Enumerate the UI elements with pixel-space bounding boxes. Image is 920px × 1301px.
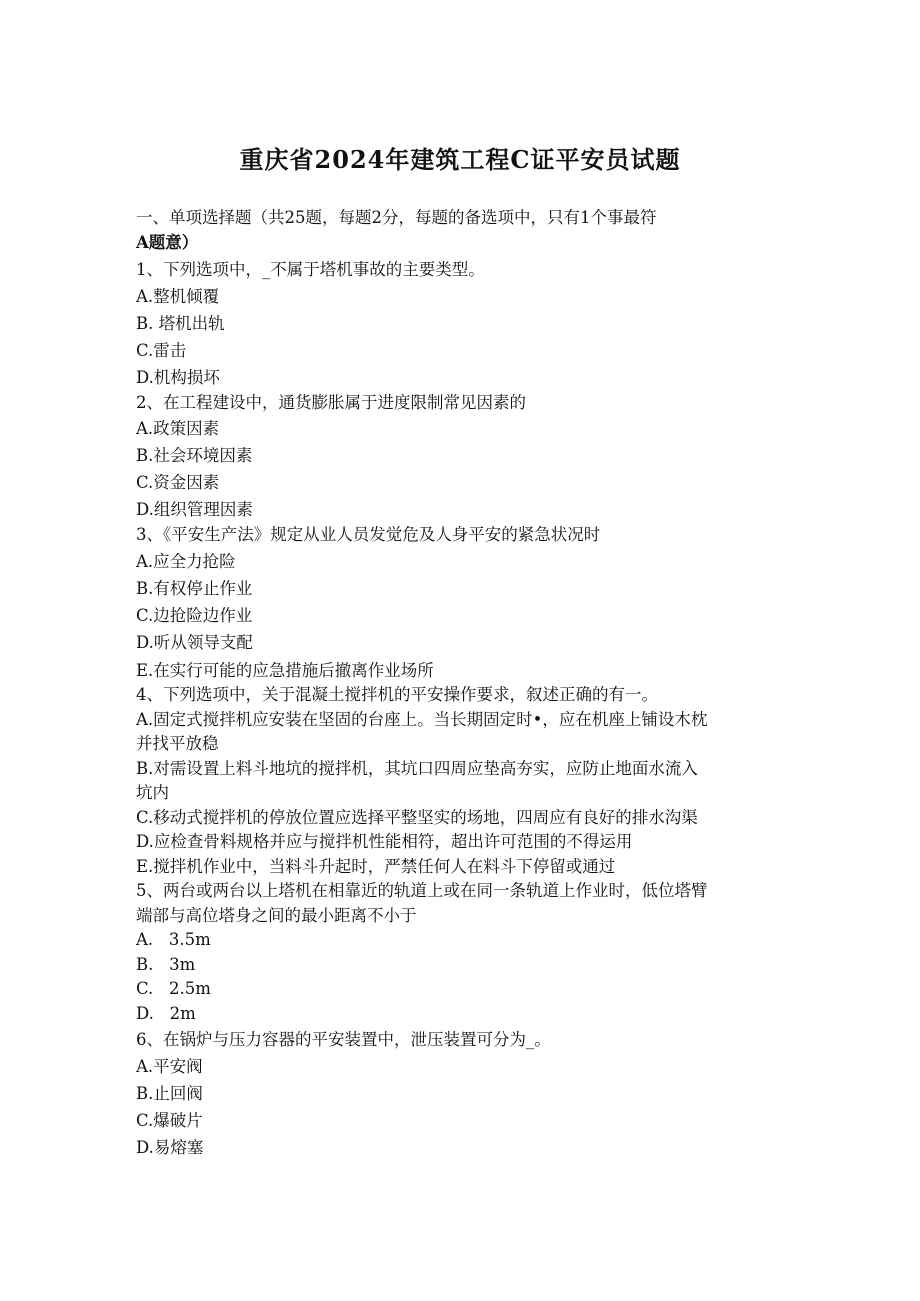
document-title: 重庆省2024年建筑工程C证平安员试题 [239,145,681,174]
question-6-option-a: A.平安阀 [136,1057,203,1076]
question-6-option-d: D.易熔塞 [136,1138,204,1157]
section-heading-line-2: A题意） [136,232,199,252]
question-1-option-a: A.整机倾覆 [136,286,220,306]
question-3-option-c: C.边抢险边作业 [136,605,253,625]
question-3-option-a: A.应全力抢险 [136,551,236,571]
question-5-option-a: A. 3.5m [136,930,211,949]
question-6-stem: 6、在锅炉与压力容器的平安装置中，泄压装置可分为_。 [136,1030,551,1049]
question-4-option-b-line-2: 坑内 [136,783,169,802]
question-1-option-d: D.机构损坏 [136,367,220,387]
question-2-option-a: A.政策因素 [136,419,220,438]
question-4-option-d: D.应检查骨料规格并应与搅拌机性能相符，超出许可范围的不得运用 [136,832,633,851]
question-5-option-b: B. 3m [136,954,196,974]
question-5-stem-line-2: 端部与高位塔身之间的最小距离不小于 [136,905,417,925]
question-5-option-d: D. 2m [136,1003,196,1023]
question-1-stem: 1、下列选项中，_不属于塔机事故的主要类型。 [136,260,485,279]
question-2-option-d: D.组织管理因素 [136,500,253,519]
question-2-stem: 2、在工程建设中，通货膨胀属于进度限制常见因素的 [136,392,526,412]
question-4-option-c: C.移动式搅拌机的停放位置应选择平整坚实的场地，四周应有良好的排水沟渠 [136,807,698,827]
question-4-option-a-line-2: 并找平放稳 [136,734,219,753]
question-4-option-b-line-1: B.对需设置上料斗地坑的搅拌机，其坑口四周应垫高夯实，应防止地面水流入 [136,758,698,778]
question-2-option-c: C.资金因素 [136,473,220,492]
question-6-option-b: B.止回阀 [136,1084,203,1103]
question-4-stem: 4、下列选项中，关于混凝土搅拌机的平安操作要求，叙述正确的有一。 [136,685,658,704]
question-3-option-d: D.听从领导支配 [136,632,253,652]
question-3-option-b: B.有权停止作业 [136,578,253,598]
section-heading-line-1: 一、单项选择题（共25题，每题2分，每题的备选项中，只有1个事最符 [136,208,657,227]
question-6-option-c: C.爆破片 [136,1111,203,1130]
question-4-option-e: E.搅拌机作业中，当料斗升起时，严禁任何人在料斗下停留或通过 [136,856,616,876]
question-1-option-b: B. 塔机出轨 [136,313,225,333]
question-2-option-b: B.社会环境因素 [136,446,253,465]
question-3-stem: 3、《平安生产法》规定从业人员发觉危及人身平安的紧急状况时 [136,525,601,544]
question-3-option-e: E.在实行可能的应急措施后撤离作业场所 [136,660,434,680]
question-5-stem-line-1: 5、两台或两台以上塔机在相靠近的轨道上或在同一条轨道上作业时，低位塔臂 [136,881,708,900]
question-1-option-c: C.雷击 [136,340,187,360]
question-5-option-c: C. 2.5m [136,979,211,998]
question-4-option-a-line-1: A.固定式搅拌机应安装在坚固的台座上。当长期固定时•，应在机座上铺设木枕 [136,709,708,729]
document-body [136,206,786,1161]
